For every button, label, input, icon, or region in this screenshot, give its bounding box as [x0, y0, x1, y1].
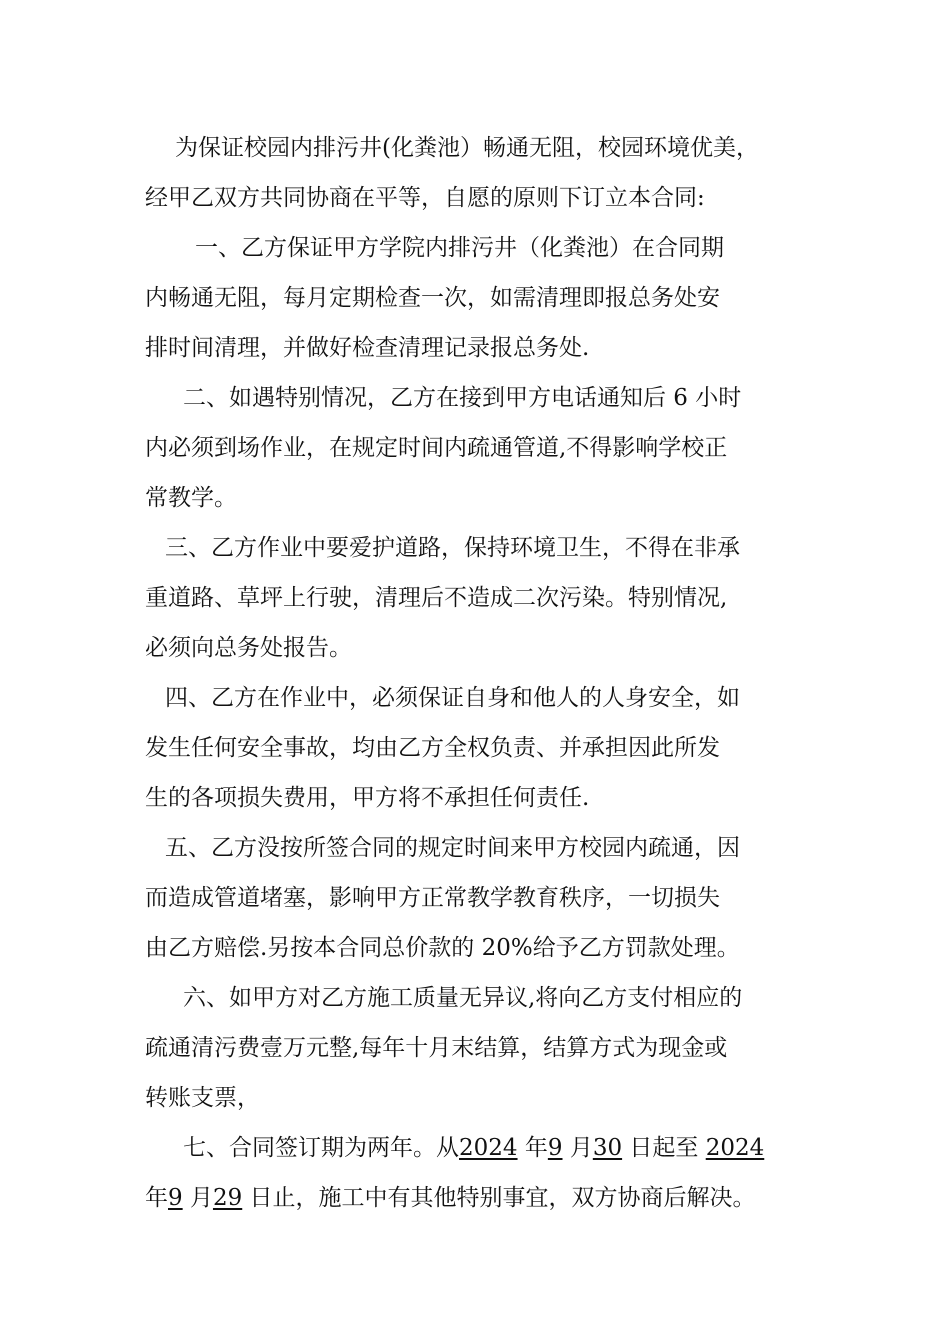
- start-day: 30: [592, 1135, 623, 1161]
- clause-2: [145, 373, 815, 523]
- clause-line: 排时间清理，并做好检查清理记录报总务处.: [145, 335, 590, 361]
- clause-line: [145, 1123, 815, 1173]
- end-day: 29: [212, 1185, 243, 1211]
- clause-line: 由乙方赔偿.另按本合同总价款的 20%给予乙方罚款处理。: [145, 935, 740, 961]
- clause7-prefix: 七、合同签订期为两年。从: [183, 1135, 459, 1161]
- month-char: 月: [569, 1135, 593, 1161]
- clause-line: 必须向总务处报告。: [145, 635, 352, 661]
- clause-line: 三、乙方作业中要爱护道路，保持环境卫生，不得在非承: [165, 535, 740, 561]
- preamble-line: 为保证校园内排污井(化粪池）畅通无阻，校园环境优美，: [175, 135, 759, 161]
- clause7-suffix: 日止，施工中有其他特别事宜，双方协商后解决。: [249, 1185, 756, 1211]
- clause-6: [145, 973, 815, 1123]
- start-year: 2024: [459, 1135, 518, 1161]
- clause-line: 内必须到场作业，在规定时间内疏通管道,不得影响学校正: [145, 435, 728, 461]
- end-year: 2024: [705, 1135, 765, 1161]
- clause-line: 内畅通无阻，每月定期检查一次，如需清理即报总务处安: [145, 285, 720, 311]
- preamble-line: 经甲乙双方共同协商在平等，自愿的原则下订立本合同:: [145, 185, 705, 211]
- clause-line: 生的各项损失费用，甲方将不承担任何责任.: [145, 785, 590, 811]
- end-month: 9: [168, 1185, 183, 1211]
- year-char: 年: [145, 1185, 168, 1211]
- clause-7: [145, 1123, 815, 1223]
- year-char: 年: [524, 1135, 548, 1161]
- clause-1: [145, 223, 815, 373]
- clause-line: 一、乙方保证甲方学院内排污井（化粪池）在合同期: [195, 235, 724, 261]
- clause-line: 发生任何安全事故，均由乙方全权负责、并承担因此所发: [145, 735, 720, 761]
- day-to: 日起至: [629, 1135, 699, 1161]
- clause-line: 而造成管道堵塞，影响甲方正常教学教育秩序，一切损失: [145, 885, 720, 911]
- clause-3: [145, 523, 815, 673]
- clause-line: 疏通清污费壹万元整,每年十月末结算，结算方式为现金或: [145, 1035, 728, 1061]
- clause-line: 六、如甲方对乙方施工质量无异议,将向乙方支付相应的: [183, 985, 743, 1011]
- clause-line: [145, 1173, 815, 1223]
- clause-line: 重道路、草坪上行驶，清理后不造成二次污染。特别情况,: [145, 585, 728, 611]
- month-char: 月: [189, 1185, 213, 1211]
- clause-4: [145, 673, 815, 823]
- clause-line: 常教学。: [145, 485, 237, 511]
- preamble: [145, 123, 815, 223]
- clause-line: 四、乙方在作业中，必须保证自身和他人的人身安全，如: [165, 685, 740, 711]
- clause-line: 五、乙方没按所签合同的规定时间来甲方校园内疏通，因: [165, 835, 740, 861]
- contract-body: [145, 123, 815, 1223]
- clause-line: 转账支票，: [145, 1085, 260, 1111]
- clause-5: [145, 823, 815, 973]
- start-month: 9: [547, 1135, 563, 1161]
- clause-line: 二、如遇特别情况，乙方在接到甲方电话通知后 6 小时: [183, 385, 742, 411]
